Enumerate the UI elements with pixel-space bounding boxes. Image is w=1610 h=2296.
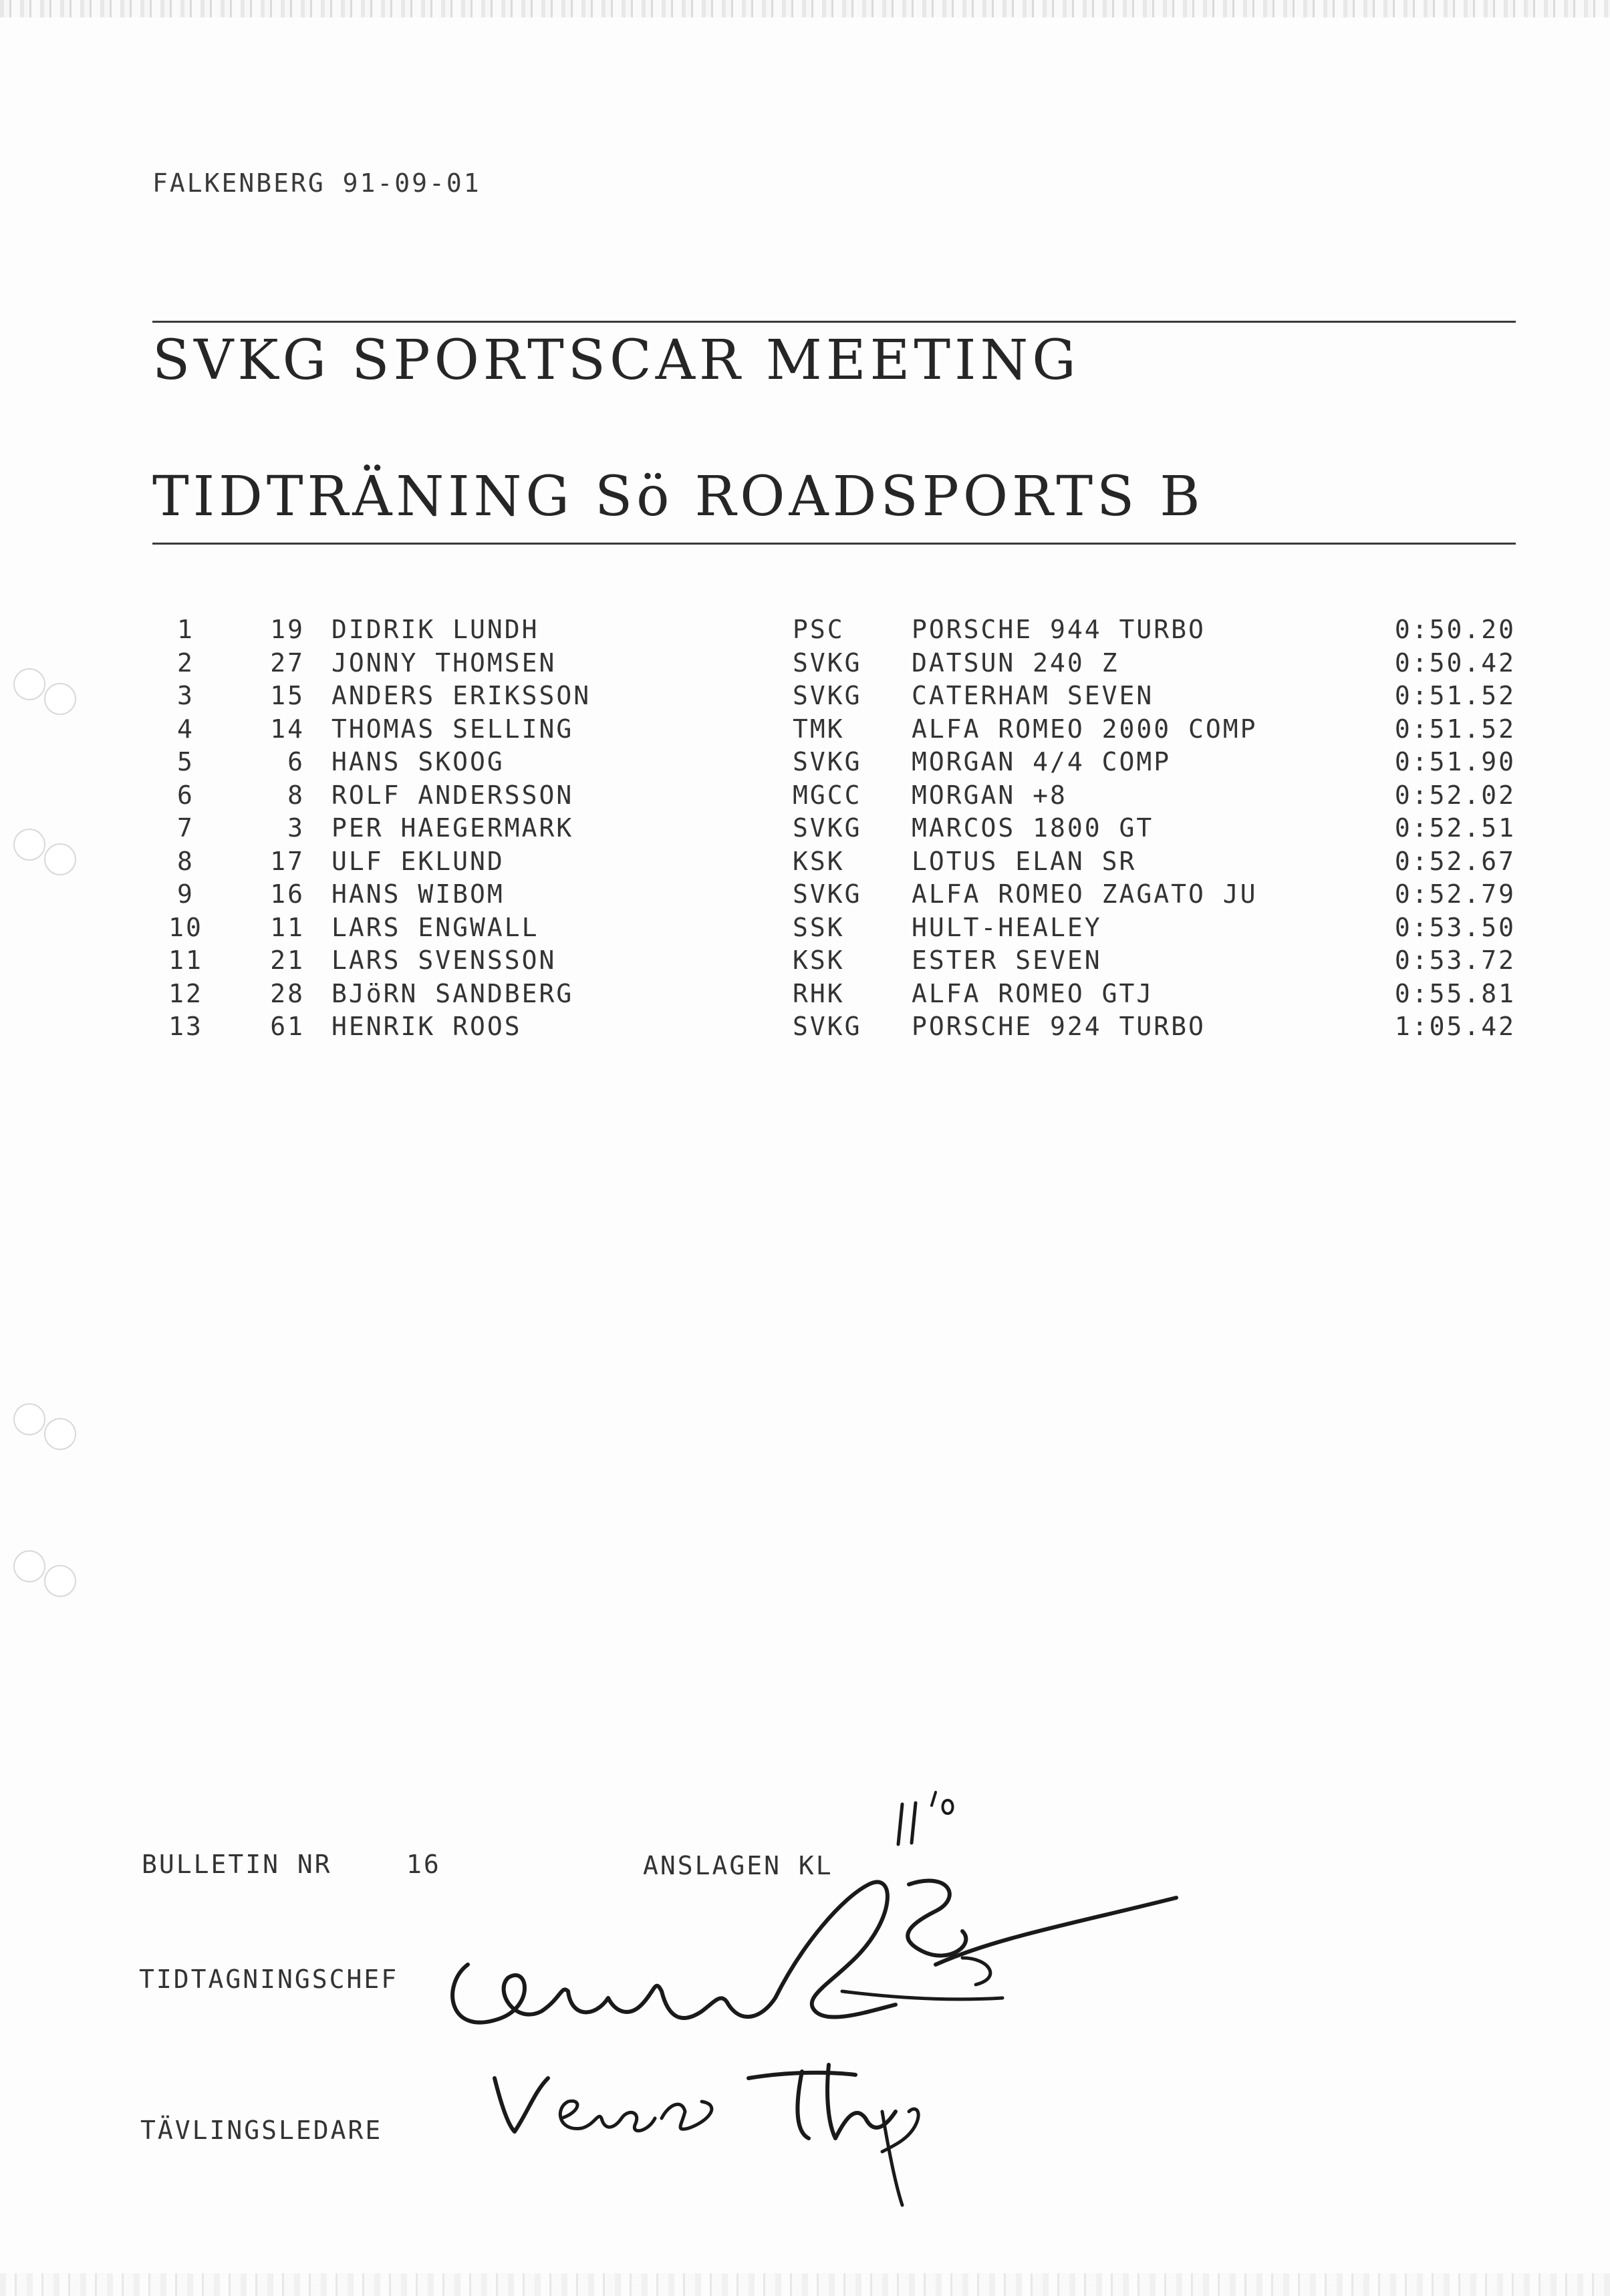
result-club: SSK: [793, 912, 845, 942]
anslagen-label: ANSLAGEN KL: [643, 1851, 833, 1880]
result-car-model: DATSUN 240 Z: [912, 648, 1119, 678]
result-club: TMK: [793, 714, 845, 744]
leader-signature-icon: [481, 2051, 989, 2218]
result-driver-name: JONNY THOMSEN: [331, 648, 557, 678]
result-position: 13: [168, 1012, 203, 1041]
result-driver-name: ULF EKLUND: [331, 846, 505, 876]
result-row: [152, 1012, 1516, 1045]
result-club: PSC: [793, 615, 845, 644]
event-title: SVKG SPORTSCAR MEETING: [152, 329, 1080, 392]
result-position: 2: [177, 648, 194, 678]
result-club: MGCC: [793, 780, 862, 810]
result-car-number: 17: [270, 846, 305, 876]
result-car-number: 14: [270, 714, 305, 744]
punch-hole-icon: [44, 843, 76, 875]
result-row: [152, 615, 1516, 648]
punch-hole-icon: [13, 1403, 45, 1435]
result-row: [152, 648, 1516, 682]
tavlingsledare-label: TÄVLINGSLEDARE: [140, 2116, 383, 2145]
result-position: 7: [177, 813, 194, 843]
result-row: [152, 946, 1516, 979]
result-position: 1: [177, 615, 194, 644]
result-row: [152, 813, 1516, 847]
result-car-number: 27: [270, 648, 305, 678]
punch-hole-icon: [13, 1550, 45, 1582]
result-club: SVKG: [793, 747, 862, 776]
result-lap-time: 1:05.42: [1394, 1012, 1516, 1041]
result-car-number: 6: [287, 747, 305, 776]
result-position: 8: [177, 846, 194, 876]
result-car-model: PORSCHE 944 TURBO: [912, 615, 1206, 644]
result-lap-time: 0:50.42: [1394, 648, 1516, 678]
result-car-model: PORSCHE 924 TURBO: [912, 1012, 1206, 1041]
bulletin-label: BULLETIN NR: [142, 1850, 332, 1879]
result-car-number: 3: [287, 813, 305, 843]
session-title: TIDTRÄNING Sö ROADSPORTS B: [152, 465, 1204, 529]
result-driver-name: ANDERS ERIKSSON: [331, 681, 591, 710]
result-club: SVKG: [793, 681, 862, 710]
result-lap-time: 0:51.52: [1394, 681, 1516, 710]
result-lap-time: 0:51.52: [1394, 714, 1516, 744]
result-club: SVKG: [793, 879, 862, 909]
result-lap-time: 0:53.50: [1394, 912, 1516, 942]
result-position: 6: [177, 780, 194, 810]
punch-hole-icon: [13, 829, 45, 861]
result-car-number: 15: [270, 681, 305, 710]
result-row: [152, 879, 1516, 913]
result-driver-name: HANS SKOOG: [331, 747, 505, 776]
result-row: [152, 681, 1516, 714]
bulletin-number: 16: [406, 1850, 441, 1879]
result-position: 3: [177, 681, 194, 710]
result-lap-time: 0:52.79: [1394, 879, 1516, 909]
result-car-model: LOTUS ELAN SR: [912, 846, 1137, 876]
result-car-number: 61: [270, 1012, 305, 1041]
result-driver-name: ROLF ANDERSSON: [331, 780, 574, 810]
result-row: [152, 714, 1516, 748]
result-lap-time: 0:52.02: [1394, 780, 1516, 810]
chief-signature-icon: [428, 1858, 1190, 2085]
location-date: FALKENBERG 91-09-01: [152, 168, 481, 198]
result-driver-name: DIDRIK LUNDH: [331, 615, 539, 644]
title-bottom-rule: [152, 543, 1516, 545]
result-car-model: CATERHAM SEVEN: [912, 681, 1154, 710]
result-car-model: MORGAN 4/4 COMP: [912, 747, 1172, 776]
result-car-model: MORGAN +8: [912, 780, 1067, 810]
result-position: 11: [168, 946, 203, 975]
result-row: [152, 913, 1516, 946]
result-row: [152, 979, 1516, 1012]
result-car-number: 28: [270, 978, 305, 1008]
scan-edge-bottom: [0, 2273, 1610, 2296]
result-car-model: HULT-HEALEY: [912, 912, 1102, 942]
scan-edge-top: [0, 0, 1610, 17]
tidtagningschef-label: TIDTAGNINGSCHEF: [139, 1965, 399, 1994]
punch-hole-icon: [13, 668, 45, 700]
result-position: 5: [177, 747, 194, 776]
result-row: [152, 780, 1516, 814]
result-car-number: 21: [270, 946, 305, 975]
result-club: KSK: [793, 946, 845, 975]
result-driver-name: LARS ENGWALL: [331, 912, 539, 942]
result-club: SVKG: [793, 1012, 862, 1041]
result-driver-name: BJöRN SANDBERG: [331, 978, 574, 1008]
result-lap-time: 0:52.51: [1394, 813, 1516, 843]
results-list: [152, 615, 1516, 1045]
result-lap-time: 0:52.67: [1394, 846, 1516, 876]
result-lap-time: 0:55.81: [1394, 978, 1516, 1008]
result-club: SVKG: [793, 813, 862, 843]
result-driver-name: HENRIK ROOS: [331, 1012, 522, 1041]
result-club: SVKG: [793, 648, 862, 678]
result-lap-time: 0:53.72: [1394, 946, 1516, 975]
result-car-model: ALFA ROMEO GTJ: [912, 978, 1154, 1008]
punch-hole-icon: [44, 1565, 76, 1597]
result-lap-time: 0:50.20: [1394, 615, 1516, 644]
result-position: 10: [168, 912, 203, 942]
result-driver-name: PER HAEGERMARK: [331, 813, 574, 843]
result-lap-time: 0:51.90: [1394, 747, 1516, 776]
result-car-model: ALFA ROMEO 2000 COMP: [912, 714, 1258, 744]
result-row: [152, 747, 1516, 780]
result-car-model: ALFA ROMEO ZAGATO JU: [912, 879, 1258, 909]
result-driver-name: LARS SVENSSON: [331, 946, 557, 975]
result-position: 12: [168, 978, 203, 1008]
punch-hole-icon: [44, 683, 76, 715]
result-driver-name: THOMAS SELLING: [331, 714, 574, 744]
result-car-number: 8: [287, 780, 305, 810]
result-row: [152, 847, 1516, 880]
result-car-model: ESTER SEVEN: [912, 946, 1102, 975]
result-car-model: MARCOS 1800 GT: [912, 813, 1154, 843]
punch-hole-icon: [44, 1418, 76, 1450]
title-top-rule: [152, 321, 1516, 323]
result-position: 4: [177, 714, 194, 744]
result-car-number: 16: [270, 879, 305, 909]
result-driver-name: HANS WIBOM: [331, 879, 505, 909]
result-club: KSK: [793, 846, 845, 876]
result-car-number: 11: [270, 912, 305, 942]
result-club: RHK: [793, 978, 845, 1008]
result-car-number: 19: [270, 615, 305, 644]
result-position: 9: [177, 879, 194, 909]
